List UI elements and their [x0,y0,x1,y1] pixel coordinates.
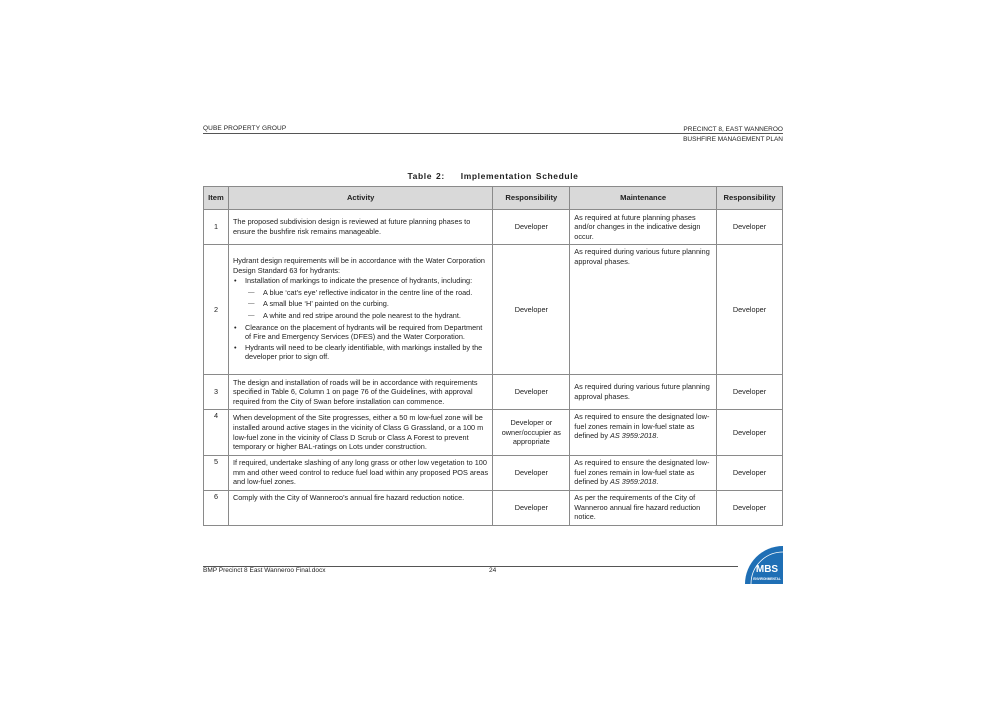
maintenance-responsibility-cell: Developer [717,210,783,245]
item-number: 1 [204,210,229,245]
list-item: — A white and red stripe around the pole nearest to the hydrant. [263,311,488,321]
item-number: 5 [204,456,229,491]
col-header-maintenance: Maintenance [570,187,717,210]
item-number: 2 [204,245,229,375]
table-header-row [204,187,783,210]
table-caption-text: Implementation Schedule [460,171,579,181]
responsibility-cell: Developer [493,210,570,245]
bullet-text: Installation of markings to indicate the presence of hydrants, including: [244,276,473,286]
activity-cell [228,245,492,375]
maintenance-responsibility-cell: Developer [717,491,783,526]
activity-cell: The design and installation of roads will be in accordance with requirements specified in Table 6, Column 1 on page 76 of the Guidelines, with approval required from the City of Swan before installation can commence. [228,375,492,410]
table-row [204,410,783,456]
list-item: — A small blue ‘H’ painted on the curbing. [263,299,488,309]
item-number: 6 [204,491,229,526]
responsibility-cell: Developer [493,245,570,375]
maintenance-responsibility-cell: Developer [717,410,783,456]
header-company: QUBE PROPERTY GROUP [203,125,287,132]
implementation-schedule-table [203,186,783,526]
list-item [245,276,488,320]
maintenance-text-end: . [656,477,659,487]
header-project: PRECINCT 8, EAST WANNEROO [683,126,783,133]
activity-cell: The proposed subdivision design is reviewed at future planning phases to ensure the bushfire risk remains manageable. [228,210,492,245]
standard-reference: AS 3959:2018 [610,477,657,487]
table-caption [203,171,783,181]
col-header-item: Item [204,187,229,210]
col-header-maintenance-responsibility: Responsibility [717,187,783,210]
item-number: 3 [204,375,229,410]
list-item: — A blue ‘cat’s eye’ reflective indicator in the centre line of the road. [263,288,488,298]
maintenance-cell [570,456,717,491]
list-item: • Hydrants will need to be clearly identifiable, with markings installed by the developer prior to sign off. [245,343,488,362]
header-document [683,125,783,145]
maintenance-cell: As per the requirements of the City of Wanneroo annual fire hazard reduction notice. [570,491,717,526]
activity-dash-list [245,288,488,321]
maintenance-responsibility-cell: Developer [717,245,783,375]
header-rule [203,133,783,134]
col-header-responsibility: Responsibility [493,187,570,210]
activity-cell: Comply with the City of Wanneroo’s annual fire hazard reduction notice. [228,491,492,526]
responsibility-cell: Developer [493,456,570,491]
item-number: 4 [204,410,229,456]
activity-cell: When development of the Site progresses, either a 50 m low-fuel zone will be installed around active stages in the vicinity of Class G Grassland, or a 100 m low-fuel zone in the vicinity of Class D Scrub or Class A Forest to prevent temporary or higher BAL-ratings on Lots under construction. [228,410,492,456]
activity-bullet-list [233,276,488,362]
logo-text: MBS [755,564,779,575]
table-caption-label: Table 2: [407,171,445,181]
responsibility-cell: Developer [493,491,570,526]
maintenance-cell [570,410,717,456]
maintenance-text-end: . [656,431,659,441]
logo-subtext: ENVIRONMENTAL [753,577,781,581]
list-item: • Clearance on the placement of hydrants will be required from Department of Fire and Emergency Services (DFES) and the Water Corporation. [245,323,488,342]
maintenance-cell: As required during various future planning approval phases. [570,245,717,375]
activity-intro: Hydrant design requirements will be in accordance with the Water Corporation Design Standard 63 for hydrants: [232,256,485,275]
footer-filename: BMP Precinct 8 East Wanneroo Final.docx [203,567,326,574]
responsibility-cell: Developer [493,375,570,410]
maintenance-text: As required to ensure the designated low-fuel zones remain in low-fuel state as defined by [574,412,710,441]
table-row [204,491,783,526]
maintenance-text: As required to ensure the designated low-fuel zones remain in low-fuel state as defined by [574,458,710,487]
maintenance-responsibility-cell: Developer [717,375,783,410]
responsibility-cell: Developer or owner/occupier as appropriate [493,410,570,456]
maintenance-cell: As required at future planning phases and/or changes in the indicative design occur. [570,210,717,245]
table-row [204,375,783,410]
table-row [204,456,783,491]
table-row [204,245,783,375]
maintenance-responsibility-cell: Developer [717,456,783,491]
col-header-activity: Activity [228,187,492,210]
activity-cell: If required, undertake slashing of any long grass or other low vegetation to 100 mm and other weed control to reduce fuel load within any proposed POS areas and low-fuel zones. [228,456,492,491]
maintenance-cell: As required during various future planning approval phases. [570,375,717,410]
header-plan-name: BUSHFIRE MANAGEMENT PLAN [683,136,783,143]
footer-page-number: 24 [489,567,497,574]
mbs-environmental-logo [743,544,783,584]
standard-reference: AS 3959:2018 [610,431,657,441]
table-row [204,210,783,245]
